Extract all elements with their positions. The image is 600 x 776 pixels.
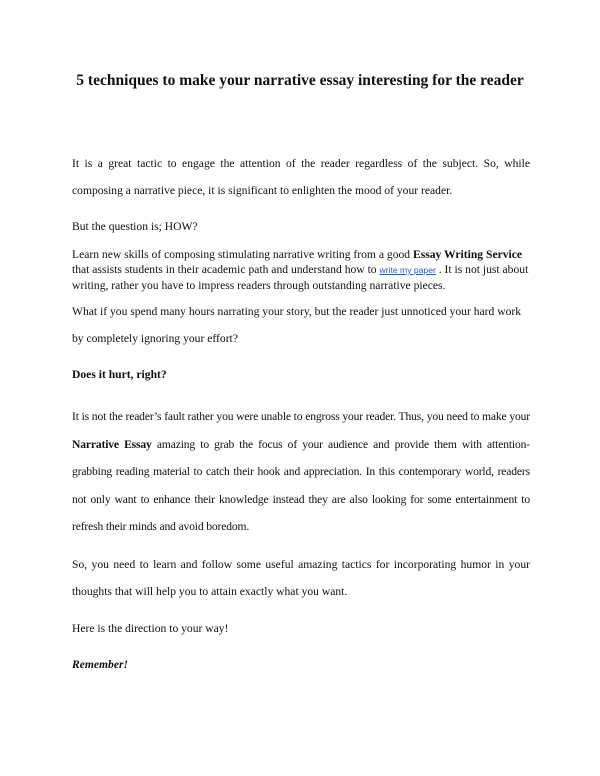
essay-service-paragraph	[72, 247, 530, 293]
intro-paragraph: It is a great tactic to engage the attention of the reader regardless of the subject. So, while composing a narrative piece, it is significant to enlighten the mood of your reader.	[72, 157, 530, 197]
essay-service-text-before: Learn new skills of composing stimulating narrative writing from a good	[72, 248, 413, 261]
reader-fault-text-before: It is not the reader’s fault rather you were unable to engross your reader. Thus, you need to make your	[72, 410, 530, 423]
tactics-paragraph: So, you need to learn and follow some useful amazing tactics for incorporating humor in your thoughts that will help you to attain exactly what you want.	[72, 558, 530, 598]
remember-heading: Remember!	[72, 658, 129, 671]
narrative-essay-phrase: Narrative Essay	[72, 437, 152, 451]
hurt-heading: Does it hurt, right?	[72, 368, 167, 381]
reader-fault-paragraph	[72, 403, 530, 541]
write-my-paper-link[interactable]: write my paper	[379, 265, 436, 275]
question-paragraph: But the question is; HOW?	[72, 220, 198, 233]
page-title: 5 techniques to make your narrative essay interesting for the reader	[76, 72, 524, 89]
essay-service-text-after: . It is not just about writing, rather you have to impress readers through outstanding narrative pieces.	[72, 263, 529, 292]
essay-service-text-middle: that assists students in their academic path and understand how to	[72, 263, 380, 276]
essay-writing-service-phrase: Essay Writing Service	[412, 248, 523, 261]
direction-paragraph: Here is the direction to your way!	[72, 622, 229, 635]
effort-paragraph: What if you spend many hours narrating your story, but the reader just unnoticed your hard work by completely ignoring your effort?	[72, 305, 522, 345]
reader-fault-text-after: amazing to grab the focus of your audience and provide them with attention-grabbing reading material to catch their hook and appreciation. In this contemporary world, readers not only want to enhance their knowledge instead they are also looking for some entertainment to refresh their minds and avoid boredom.	[72, 437, 530, 533]
